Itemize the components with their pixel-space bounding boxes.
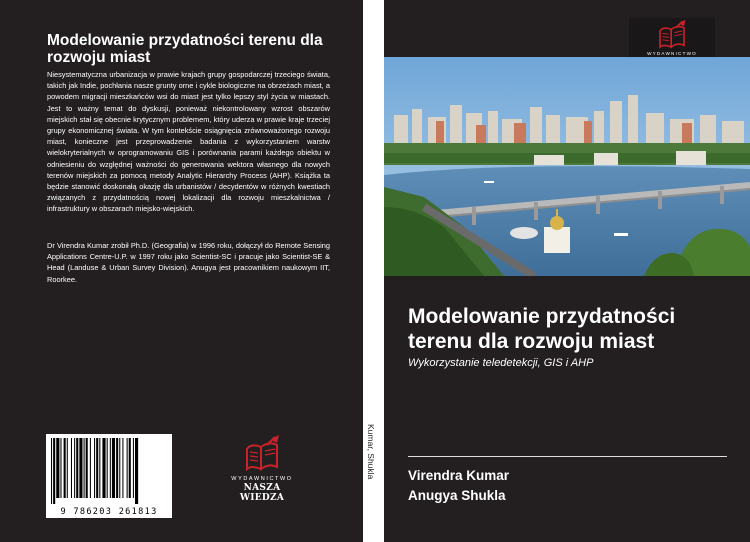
spine-author-label <box>366 424 382 488</box>
barcode-bar <box>56 438 59 498</box>
barcode-bar <box>112 438 115 498</box>
author-name: Anugya Shukla <box>408 488 506 503</box>
book-emblem-icon <box>237 433 287 475</box>
barcode-bar <box>107 438 108 498</box>
barcode-bar <box>74 438 75 498</box>
barcode-bar <box>135 438 138 504</box>
barcode-bar <box>76 438 78 498</box>
barcode-bar <box>122 438 123 498</box>
barcode-bar <box>94 438 95 498</box>
barcode-bar <box>79 438 82 498</box>
barcode-bar <box>60 438 61 498</box>
barcode-bar <box>53 438 55 504</box>
barcode-bars-icon <box>49 438 169 504</box>
city-panorama-image <box>384 57 750 276</box>
spine-text: Kumar, Shukla <box>366 424 376 480</box>
barcode-bar <box>71 438 72 498</box>
publisher-small-label: WYDAWNICTWO <box>647 51 697 56</box>
author-name: Virendra Kumar <box>408 468 510 483</box>
barcode-bar <box>133 438 134 498</box>
barcode-bar <box>86 438 88 498</box>
author-biography: Dr Virendra Kumar zrobił Ph.D. (Geografia) w 1996 roku, dołączył do Remote Sensing Applications Centre-U.P. w 1997 roku jako Scientist-SC i pracuje jako Scientist-SE & Head (Landuse & Urban Survey Division). Anugya jest pracownikiem naukowym IIT, Roorkee. <box>47 241 330 284</box>
back-cover-description: Niesystematyczna urbanizacja w prawie krajach grupy gospodarczej trzeciego świata, takich jak Indie, pochłania nasze grunty orne i cykle biologiczne na obrzeżach miast, a powodem migracji mieszkańców wsi do miast jest tylko lepszy styl życia w miastach. Jest to ważny temat do dyskusji, ponieważ niekontrolowany wzrost obszarów miejskich stał się obecnie krytycznym problemem, który uderza w prawie kraje trzeciej grupy ekonomicznej świata. W tym kontekście osiągnięcia zrównoważonego rozwoju miast, konieczne jest przeprowadzenie badania z wykorzystaniem warstw wielokryterialnych w oprogramowaniu GIS i porównania parami każdego obiektu w odniesieniu do względnej ważności do generowania wektora własnego dla nowych terenów miejskich za pomocą metody Analytic Hierarchy Process (AHP). Książka ta będzie stanowić doskonałą okazję dla urbanistów / decydentów w różnych kwestiach związanych z przydatnością nowej lokalizacji dla rozwoju mieszkalnictwa / infrastruktury w obszarach miejsko-wiejskich. <box>47 70 330 214</box>
barcode-bar <box>64 438 66 498</box>
divider-line <box>408 456 727 457</box>
barcode-bar <box>129 438 131 498</box>
back-cover-title: Modelowanie przydatności terenu dla rozwoju miast <box>47 32 323 66</box>
front-cover-title: Modelowanie przydatności terenu dla rozwoju miast <box>408 305 676 353</box>
publisher-name: NASZA WIEDZA <box>239 483 285 503</box>
barcode-bar <box>67 438 68 498</box>
barcode-bar <box>84 438 85 498</box>
barcode-bar <box>102 438 105 498</box>
barcode-bar <box>96 438 98 498</box>
barcode-bar <box>119 438 120 498</box>
front-cover-subtitle: Wykorzystanie teledetekcji, GIS i AHP <box>408 357 594 369</box>
barcode-bar <box>116 438 118 498</box>
isbn-barcode <box>46 434 172 518</box>
barcode-bar <box>99 438 100 498</box>
barcode-bar <box>51 438 52 504</box>
publisher-logo-back <box>222 433 302 503</box>
book-emblem-icon <box>652 18 692 52</box>
isbn-number: 9 786203 261813 <box>60 507 158 517</box>
barcode-bar <box>90 438 91 498</box>
publisher-small-label: WYDAWNICTWO <box>231 476 293 482</box>
barcode-bar <box>127 438 128 498</box>
barcode-bar <box>110 438 111 498</box>
cover-photo-city-river <box>384 57 750 276</box>
